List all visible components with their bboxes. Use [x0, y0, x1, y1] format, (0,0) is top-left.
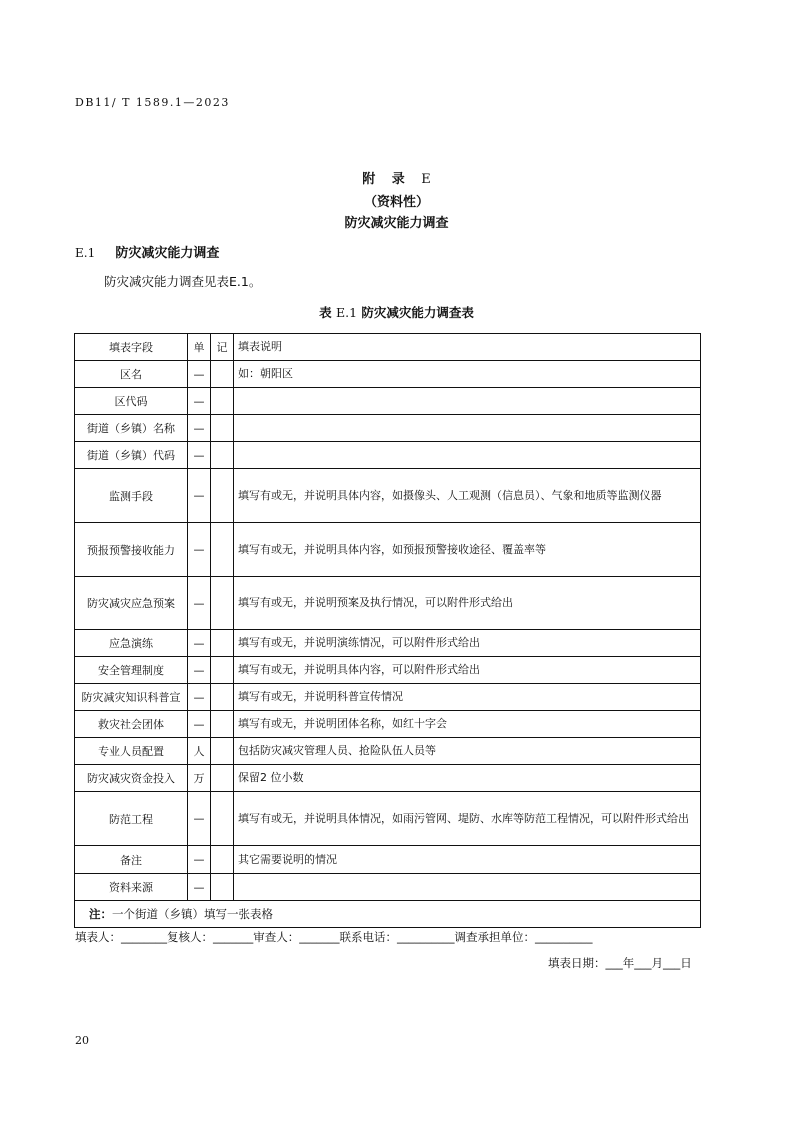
row-field: 街道（乡镇）代码 — [75, 442, 188, 469]
table-row — [75, 738, 701, 765]
row-desc: 填写有或无，并说明具体内容，如预报预警接收途径、覆盖率等 — [234, 523, 701, 577]
table-header-row — [75, 334, 701, 361]
row-desc: 保留2 位小数 — [234, 765, 701, 792]
row-field: 防灾减灾知识科普宣 — [75, 684, 188, 711]
table-row — [75, 523, 701, 577]
section-heading — [75, 242, 219, 261]
row-field: 监测手段 — [75, 469, 188, 523]
row-desc: 填写有或无，并说明演练情况，可以附件形式给出 — [234, 630, 701, 657]
row-record — [211, 846, 234, 874]
survey-table — [74, 333, 701, 928]
row-desc: 填写有或无，并说明具体内容，如摄像头、人工观测（信息员）、气象和地质等监测仪器 — [234, 469, 701, 523]
row-field: 备注 — [75, 846, 188, 874]
row-record — [211, 577, 234, 630]
row-desc — [234, 874, 701, 901]
document-code: DB11/ T 1589.1—2023 — [75, 96, 230, 109]
row-unit: — — [188, 388, 211, 415]
row-field: 专业人员配置 — [75, 738, 188, 765]
row-desc: 包括防灾减灾管理人员、抢险队伍人员等 — [234, 738, 701, 765]
row-unit: — — [188, 577, 211, 630]
table-row — [75, 469, 701, 523]
row-unit: — — [188, 523, 211, 577]
row-record — [211, 657, 234, 684]
row-unit: 人 — [188, 738, 211, 765]
row-field: 预报预警接收能力 — [75, 523, 188, 577]
row-field: 防范工程 — [75, 792, 188, 846]
row-unit: — — [188, 361, 211, 388]
table-caption-number: E.1 — [335, 305, 358, 320]
appendix-label: 附 录 — [362, 172, 411, 187]
row-field: 救灾社会团体 — [75, 711, 188, 738]
row-desc: 其它需要说明的情况 — [234, 846, 701, 874]
table-row — [75, 630, 701, 657]
date-line: 填表日期：___年___月___日 — [548, 956, 692, 970]
row-unit: 万 — [188, 765, 211, 792]
row-field: 街道（乡镇）名称 — [75, 415, 188, 442]
table-row — [75, 415, 701, 442]
header-record: 记 — [211, 334, 234, 361]
page-number: 20 — [75, 1034, 89, 1047]
row-field: 安全管理制度 — [75, 657, 188, 684]
row-field: 区名 — [75, 361, 188, 388]
table-row — [75, 874, 701, 901]
row-unit: — — [188, 711, 211, 738]
row-unit: — — [188, 684, 211, 711]
row-record — [211, 684, 234, 711]
row-unit: — — [188, 657, 211, 684]
row-desc — [234, 442, 701, 469]
row-desc: 填写有或无，并说明团体名称，如红十字会 — [234, 711, 701, 738]
appendix-title: 防灾减灾能力调查 — [344, 216, 449, 231]
table-caption — [0, 303, 793, 321]
row-field: 资料来源 — [75, 874, 188, 901]
table-caption-prefix: 表 — [319, 305, 332, 320]
row-unit: — — [188, 846, 211, 874]
row-unit: — — [188, 874, 211, 901]
section-number: E.1 — [75, 246, 96, 260]
row-field: 防灾减灾资金投入 — [75, 765, 188, 792]
table-row — [75, 388, 701, 415]
row-unit: — — [188, 415, 211, 442]
row-unit: — — [188, 630, 211, 657]
row-desc: 填写有或无，并说明科普宣传情况 — [234, 684, 701, 711]
row-field: 区代码 — [75, 388, 188, 415]
table-row — [75, 577, 701, 630]
appendix-letter: E — [421, 172, 431, 187]
row-desc: 填写有或无，并说明具体内容，可以附件形式给出 — [234, 657, 701, 684]
row-field: 防灾减灾应急预案 — [75, 577, 188, 630]
row-unit: — — [188, 792, 211, 846]
table-row — [75, 711, 701, 738]
table-row — [75, 684, 701, 711]
section-title: 防灾减灾能力调查 — [115, 246, 220, 261]
row-record — [211, 874, 234, 901]
row-desc — [234, 388, 701, 415]
row-unit: — — [188, 442, 211, 469]
table-caption-title: 防灾减灾能力调查表 — [361, 305, 474, 320]
row-record — [211, 711, 234, 738]
table-row — [75, 657, 701, 684]
header-unit: 单 — [188, 334, 211, 361]
row-record — [211, 765, 234, 792]
row-record — [211, 442, 234, 469]
signature-line: 填表人：________复核人：_______审查人：_______联系电话：__________调查承担单位：__________ — [75, 930, 593, 944]
row-desc: 填写有或无，并说明具体情况，如雨污管网、堤防、水库等防范工程情况，可以附件形式给出 — [234, 792, 701, 846]
row-record — [211, 630, 234, 657]
table-row — [75, 361, 701, 388]
row-record — [211, 523, 234, 577]
row-desc: 如：朝阳区 — [234, 361, 701, 388]
row-record — [211, 361, 234, 388]
table-row — [75, 792, 701, 846]
appendix-heading — [0, 168, 793, 187]
table-row — [75, 442, 701, 469]
row-record — [211, 415, 234, 442]
header-field: 填表字段 — [75, 334, 188, 361]
row-field: 应急演练 — [75, 630, 188, 657]
row-desc — [234, 415, 701, 442]
header-desc: 填表说明 — [234, 334, 701, 361]
row-desc: 填写有或无，并说明预案及执行情况，可以附件形式给出 — [234, 577, 701, 630]
table-row — [75, 765, 701, 792]
row-record — [211, 792, 234, 846]
note-text: 一个街道（乡镇）填写一张表格 — [112, 907, 273, 921]
row-record — [211, 738, 234, 765]
row-record — [211, 388, 234, 415]
table-note-row — [75, 901, 701, 928]
appendix-nature: （资料性） — [363, 195, 429, 210]
row-record — [211, 469, 234, 523]
row-unit: — — [188, 469, 211, 523]
table-note — [75, 901, 701, 928]
section-paragraph: 防灾减灾能力调查见表E.1。 — [104, 274, 262, 289]
table-row — [75, 846, 701, 874]
note-label: 注： — [89, 907, 112, 921]
